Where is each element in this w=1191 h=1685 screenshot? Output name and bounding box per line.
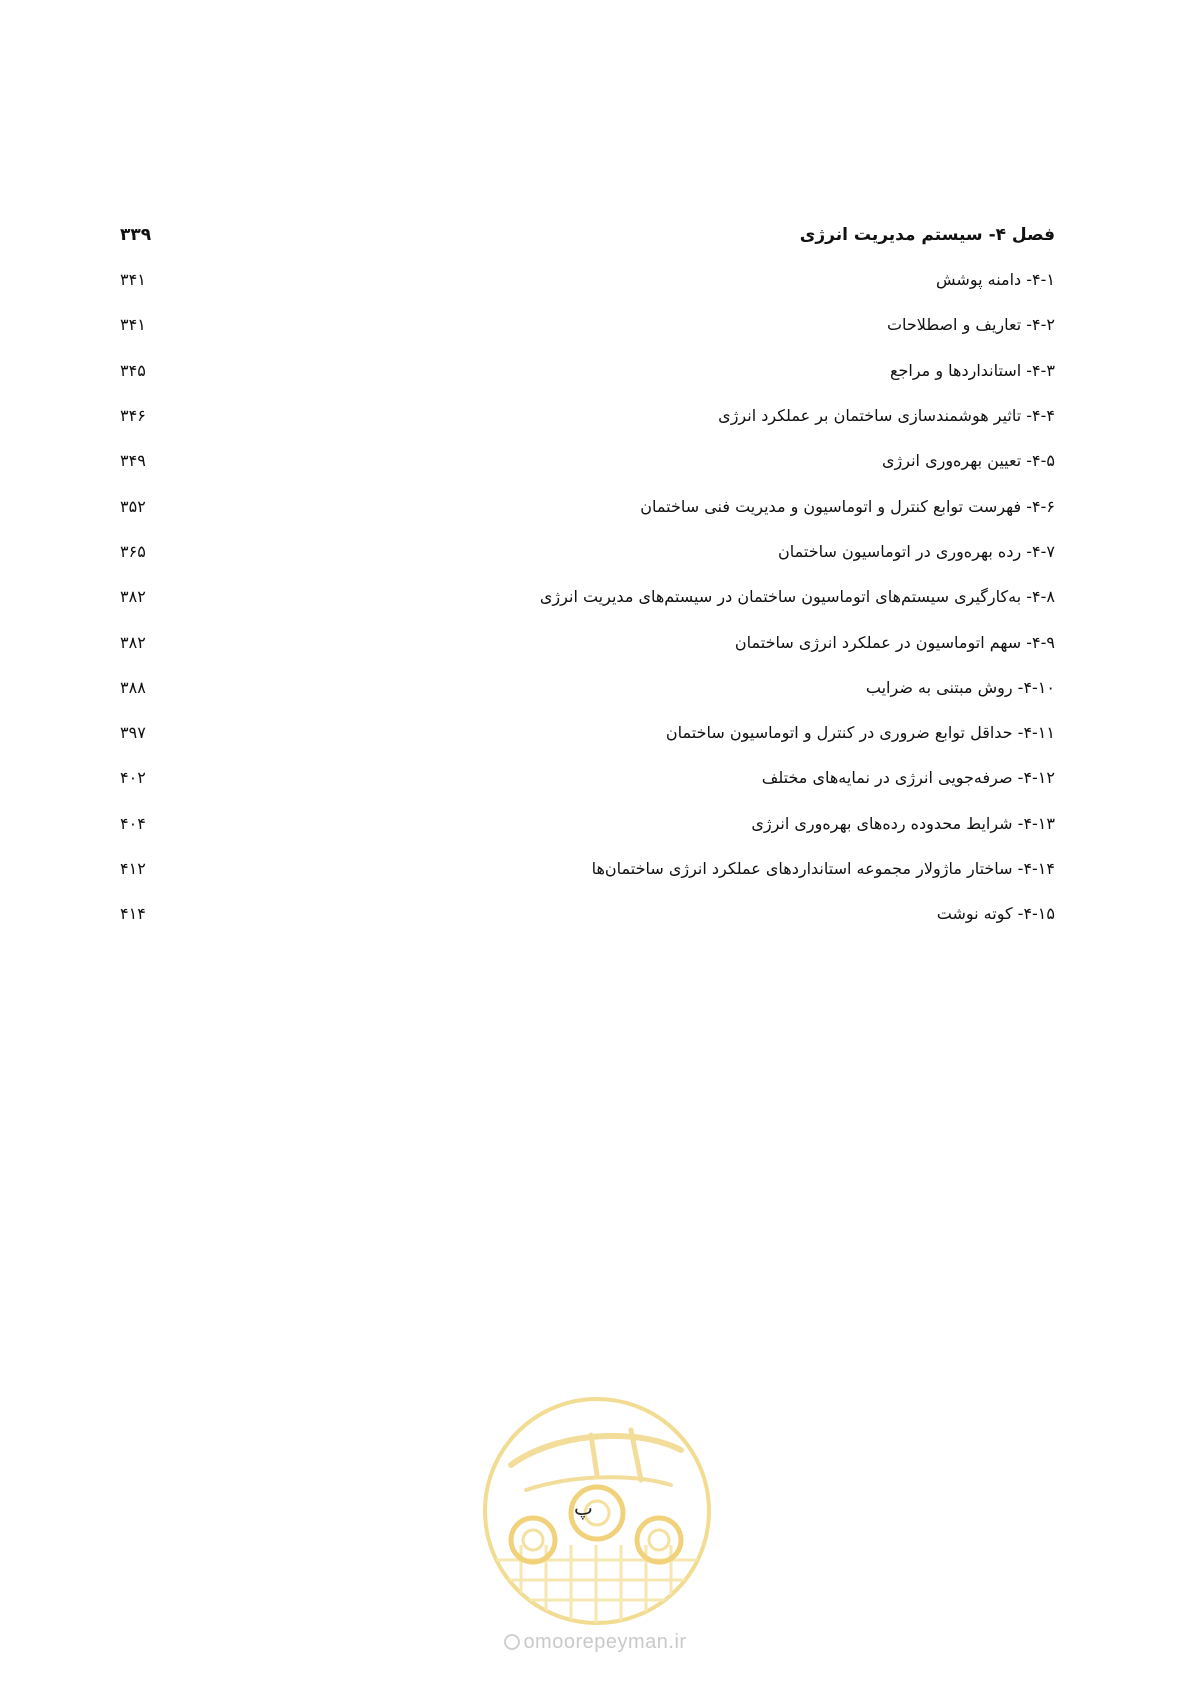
toc-item-title: ۴-۸- به‌کارگیری سیستم‌های اتوماسیون ساختمان در سیستم‌های مدیریت انرژی bbox=[539, 587, 1055, 607]
toc-item-title: ۴-۹- سهم اتوماسیون در عملکرد انرژی ساختمان bbox=[734, 632, 1055, 652]
page-number: پ bbox=[574, 1496, 593, 1520]
toc-row[interactable] bbox=[120, 891, 1055, 936]
toc-chapter-row[interactable] bbox=[120, 212, 1055, 257]
toc-row[interactable] bbox=[120, 257, 1055, 302]
toc-item-page: ۳۴۱ bbox=[120, 315, 146, 335]
toc-item-page: ۳۴۹ bbox=[120, 451, 146, 471]
toc-item-page: ۴۰۲ bbox=[120, 768, 146, 788]
toc-item-title: ۴-۱۱- حداقل توابع ضروری در کنترل و اتوماسیون ساختمان bbox=[665, 723, 1055, 743]
toc-item-page: ۴۱۴ bbox=[120, 904, 146, 924]
toc-item-title: ۴-۶- فهرست توابع کنترل و اتوماسیون و مدیریت فنی ساختمان bbox=[640, 496, 1055, 516]
toc-item-page: ۳۸۸ bbox=[120, 677, 146, 697]
table-of-contents bbox=[120, 212, 1055, 936]
toc-item-title: ۴-۱۰- روش مبتنی به ضرایب bbox=[865, 677, 1055, 697]
toc-row[interactable] bbox=[120, 302, 1055, 347]
toc-row[interactable] bbox=[120, 665, 1055, 710]
toc-item-title: ۴-۱۴- ساختار ماژولار مجموعه استانداردهای عملکرد انرژی ساختمان‌ها bbox=[591, 859, 1055, 878]
toc-row[interactable] bbox=[120, 438, 1055, 483]
toc-item-title: ۴-۱۳- شرایط محدوده رده‌های بهره‌وری انرژی bbox=[751, 813, 1055, 833]
toc-items bbox=[120, 257, 1055, 936]
at-icon bbox=[504, 1634, 520, 1650]
watermark-logo bbox=[481, 1395, 713, 1627]
toc-item-title: ۴-۱۲- صرفه‌جویی انرژی در نمایه‌های مختلف bbox=[761, 768, 1055, 788]
toc-chapter-page: ۳۳۹ bbox=[120, 224, 152, 245]
toc-item-page: ۴۱۲ bbox=[120, 859, 146, 878]
toc-item-page: ۳۵۲ bbox=[120, 496, 146, 516]
toc-row[interactable] bbox=[120, 393, 1055, 438]
toc-item-title: ۴-۱- دامنه پوشش bbox=[936, 270, 1055, 290]
toc-item-page: ۴۰۴ bbox=[120, 813, 146, 833]
toc-item-page: ۳۴۶ bbox=[120, 406, 146, 426]
toc-item-page: ۳۶۵ bbox=[120, 541, 146, 561]
toc-row[interactable] bbox=[120, 529, 1055, 574]
toc-row[interactable] bbox=[120, 348, 1055, 393]
toc-item-title: ۴-۳- استانداردها و مراجع bbox=[890, 360, 1055, 380]
toc-row[interactable] bbox=[120, 574, 1055, 619]
toc-item-page: ۳۴۵ bbox=[120, 360, 146, 380]
site-footer[interactable] bbox=[0, 1631, 1191, 1654]
toc-row[interactable] bbox=[120, 710, 1055, 755]
toc-item-title: ۴-۲- تعاریف و اصطلاحات bbox=[886, 315, 1055, 335]
toc-item-title: ۴-۴- تاثیر هوشمندسازی ساختمان بر عملکرد انرژی bbox=[718, 406, 1055, 426]
toc-row[interactable] bbox=[120, 846, 1055, 891]
toc-item-page: ۳۸۲ bbox=[120, 587, 146, 607]
toc-row[interactable] bbox=[120, 483, 1055, 528]
toc-item-title: ۴-۵- تعیین بهره‌وری انرژی bbox=[882, 451, 1055, 471]
toc-item-page: ۳۸۲ bbox=[120, 632, 146, 652]
toc-item-page: ۳۴۱ bbox=[120, 270, 146, 290]
toc-item-title: ۴-۷- رده بهره‌وری در اتوماسیون ساختمان bbox=[777, 541, 1055, 561]
toc-chapter-title: فصل ۴- سیستم مدیریت انرژی bbox=[799, 224, 1055, 245]
toc-item-title: ۴-۱۵- کوته نوشت bbox=[936, 904, 1055, 924]
toc-row[interactable] bbox=[120, 619, 1055, 664]
toc-row[interactable] bbox=[120, 755, 1055, 800]
toc-item-page: ۳۹۷ bbox=[120, 723, 146, 743]
site-url: omoorepeyman.ir bbox=[523, 1631, 687, 1653]
toc-row[interactable] bbox=[120, 801, 1055, 846]
